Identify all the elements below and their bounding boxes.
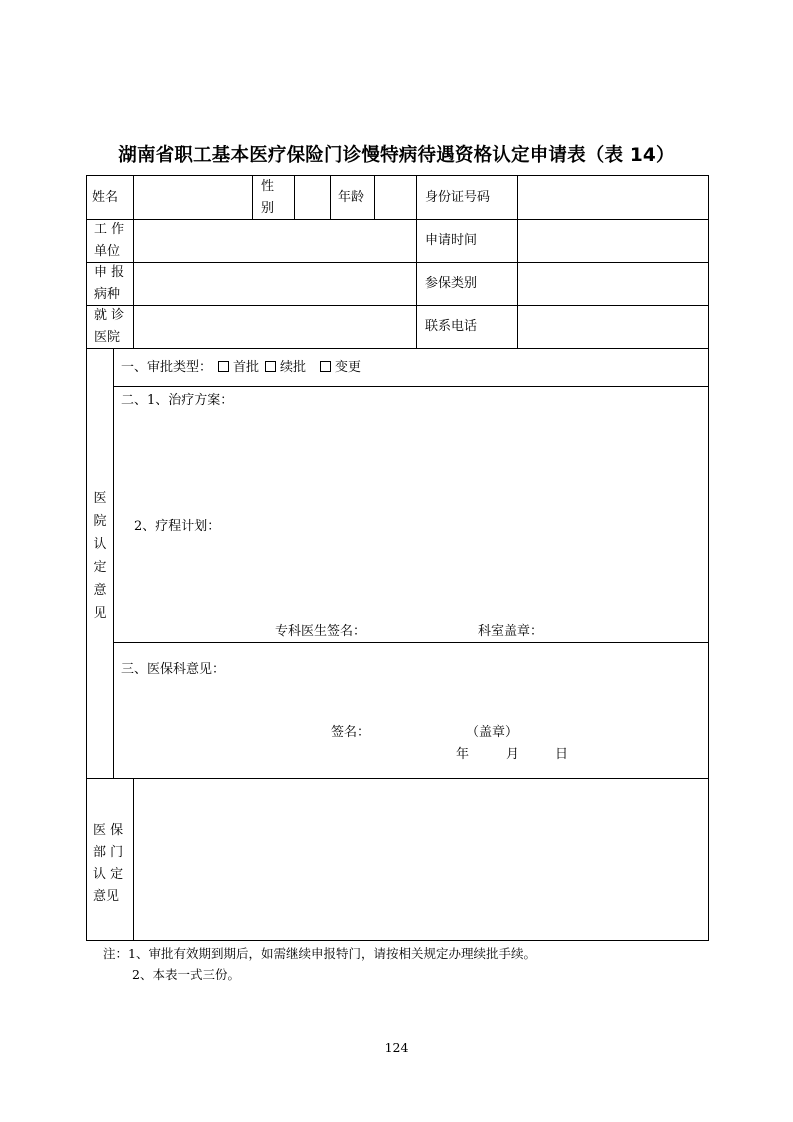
apply-time-label: 申请时间 [425,233,478,248]
table-rule [294,175,295,220]
department-seal-label: 科室盖章： [478,624,544,639]
gender-label-bottom: 别 [261,201,275,216]
work-unit-label-top: 工 作 [94,222,125,237]
treatment-plan-label: 二、1、治疗方案： [121,393,234,408]
name-label: 姓名 [92,190,119,205]
disease-label-bottom: 病种 [94,287,121,302]
hospital-label-top: 就 诊 [94,308,125,323]
table-rule [86,219,709,220]
table-rule [86,262,709,263]
dept-opinion-label-1: 医 保 [93,823,124,838]
first-approval-label: 首批 [233,360,260,375]
course-plan-label: 2、疗程计划： [134,519,221,534]
table-rule [517,175,518,349]
renewal-approval-label: 续批 [280,360,307,375]
table-rule [133,175,134,349]
table-border-bottom [86,940,709,941]
first-approval-checkbox[interactable] [218,361,229,372]
hospital-label-bottom: 医院 [94,330,121,345]
table-border-left [86,175,87,941]
table-rule [330,175,331,220]
year-label: 年 [456,747,470,762]
phone-label: 联系电话 [425,319,478,334]
table-rule [86,305,709,306]
medical-insurance-opinion-label: 三、医保科意见： [121,662,226,677]
table-rule [252,175,253,220]
table-rule [113,348,114,779]
approval-type-label: 一、审批类型： [121,360,213,375]
table-rule [86,778,709,779]
age-label: 年龄 [338,190,365,205]
table-rule [113,386,709,387]
seal-label: （盖章） [466,725,519,740]
table-border-top [86,175,709,176]
insurance-type-label: 参保类别 [425,276,478,291]
month-label: 月 [506,747,520,762]
disease-label-top: 申 报 [94,265,125,280]
gender-label-top: 性 [261,179,275,194]
approval-type-row [121,357,361,378]
table-border-right [708,175,709,941]
page-number: 124 [384,1040,409,1055]
dept-opinion-label-3: 认 定 [93,867,124,882]
day-label: 日 [555,747,569,762]
renewal-approval-checkbox[interactable] [265,361,276,372]
table-rule [374,175,375,220]
signature-label: 签名： [331,725,371,740]
dept-opinion-label-2: 部 门 [93,845,124,860]
table-rule [86,348,709,349]
note-1: 注：1、审批有效期到期后，如需继续申报特门，请按相关规定办理续批手续。 [103,946,536,961]
id-number-label: 身份证号码 [425,190,491,205]
hospital-opinion-label: 医院认定意见 [93,491,107,621]
doctor-signature-label: 专科医生签名： [275,624,367,639]
table-rule [133,778,134,941]
change-approval-checkbox[interactable] [320,361,331,372]
table-rule [113,642,709,643]
form-title: 湖南省职工基本医疗保险门诊慢特病待遇资格认定申请表（表 14） [118,145,675,166]
work-unit-label-bottom: 单位 [94,244,121,259]
dept-opinion-label-4: 意见 [93,889,120,904]
note-2: 2、本表一式三份。 [132,967,240,982]
table-rule [416,175,417,349]
change-approval-label: 变更 [335,360,362,375]
